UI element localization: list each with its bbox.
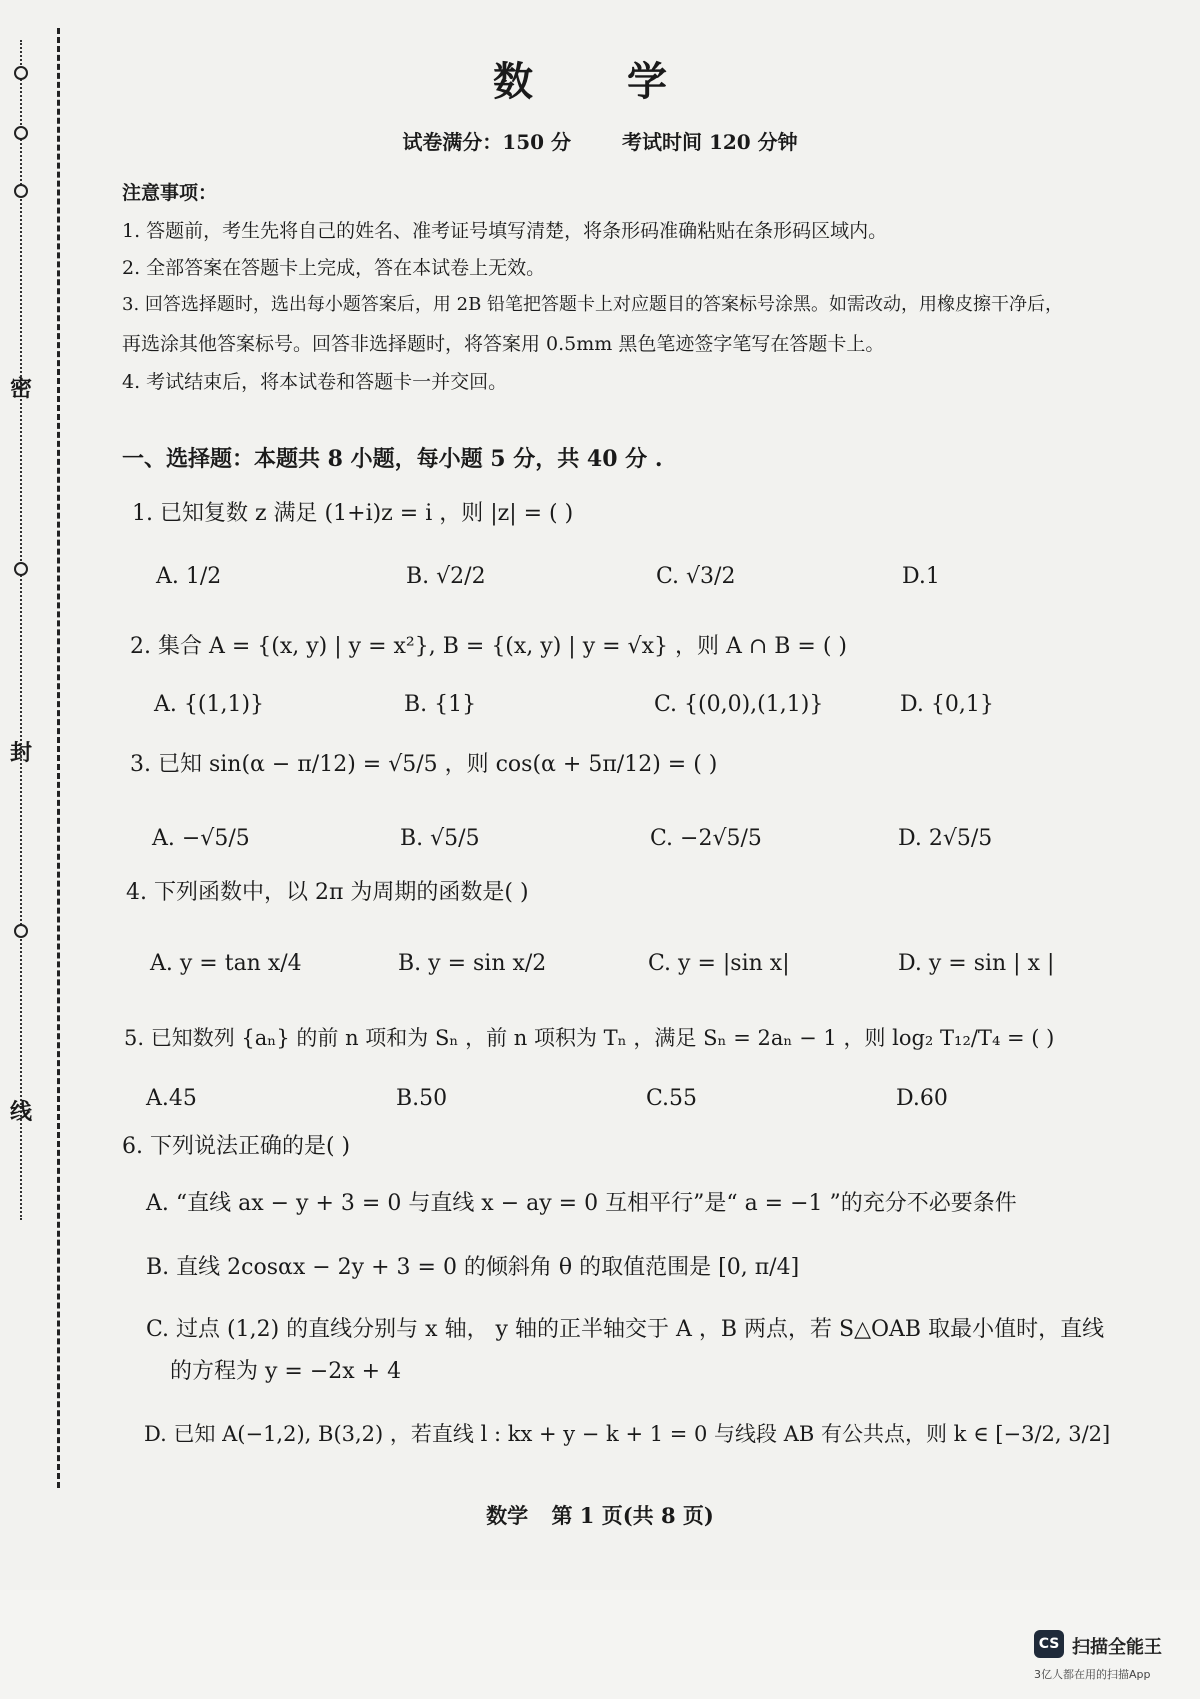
binding-ring-icon [14, 184, 28, 198]
note-item: 2. 全部答案在答题卡上完成，答在本试卷上无效。 [122, 257, 546, 279]
footer-page-number: 第 1 页(共 8 页) [551, 1503, 714, 1528]
q6-option-d: D. 已知 A(−1,2), B(3,2) ，若直线 l : kx + y − k + 1 = 0 与线段 AB 有公共点，则 k ∈ [−3/2, 3/2] [144, 1422, 1111, 1446]
cut-dashed-line [57, 28, 60, 1488]
exam-title: 数 学 [493, 58, 707, 105]
q1-option-a: A. 1/2 [156, 564, 222, 589]
q6-option-a: A. “直线 ax − y + 3 = 0 与直线 x − ay = 0 互相平行”是“ a = −1 ”的充分不必要条件 [146, 1191, 1017, 1216]
q1-option-c: C. √3/2 [656, 564, 736, 589]
page-footer [0, 1500, 1200, 1530]
seal-char-feng: 封 [10, 740, 33, 766]
camscanner-tagline: 3亿人都在用的扫描App [1034, 1668, 1151, 1681]
full-score: 试卷满分：150 分 [402, 130, 572, 154]
q5-option-c: C.55 [646, 1086, 698, 1111]
q1-option-d: D.1 [902, 564, 940, 589]
question-2: 2. 集合 A = {(x, y) | y = x²}, B = {(x, y) | y = √x} ，则 A ∩ B = ( ) [130, 634, 848, 659]
q5-option-d: D.60 [896, 1086, 948, 1111]
question-6: 6. 下列说法正确的是( ) [122, 1134, 351, 1159]
question-1: 1. 已知复数 z 满足 (1+i)z = i ，则 |z| = ( ) [132, 501, 574, 526]
camscanner-logo-icon: CS [1034, 1630, 1064, 1658]
note-item: 4. 考试结束后，将本试卷和答题卡一并交回。 [122, 371, 508, 393]
q3-option-c: C. −2√5/5 [650, 826, 762, 851]
q4-option-b: B. y = sin x/2 [398, 951, 547, 976]
question-5: 5. 已知数列 {aₙ} 的前 n 项和为 Sₙ ，前 n 项积为 Tₙ ，满足 Sₙ = 2aₙ − 1 ，则 log₂ T₁₂/T₄ = ( ) [124, 1026, 1055, 1050]
question-3: 3. 已知 sin(α − π/12) = √5/5 ，则 cos(α + 5π/12) = ( ) [130, 752, 718, 777]
q2-option-c: C. {(0,0),(1,1)} [654, 692, 824, 717]
question-4: 4. 下列函数中，以 2π 为周期的函数是( ) [126, 880, 529, 905]
seal-char-xian: 线 [10, 1099, 33, 1125]
q4-option-d: D. y = sin | x | [898, 951, 1055, 976]
q3-option-b: B. √5/5 [400, 826, 480, 851]
q6-option-c-cont: 的方程为 y = −2x + 4 [170, 1359, 402, 1384]
seal-char-mi: 密 [10, 376, 33, 402]
exam-time: 考试时间 120 分钟 [622, 130, 798, 154]
note-item: 再选涂其他答案标号。回答非选择题时，将答案用 0.5mm 黑色笔迹签字笔写在答题卡上。 [122, 333, 885, 355]
q6-option-b: B. 直线 2cosαx − 2y + 3 = 0 的倾斜角 θ 的取值范围是 [0, π/4] [146, 1255, 800, 1280]
q3-option-a: A. −√5/5 [152, 826, 250, 851]
binding-ring-icon [14, 924, 28, 938]
q2-option-a: A. {(1,1)} [154, 692, 265, 717]
footer-subject: 数学 [486, 1503, 529, 1528]
section-heading: 一、选择题：本题共 8 小题，每小题 5 分，共 40 分 . [122, 446, 663, 472]
notes-heading: 注意事项： [122, 182, 218, 204]
q5-option-a: A.45 [146, 1086, 197, 1111]
exam-info [0, 126, 1200, 155]
q2-option-d: D. {0,1} [900, 692, 994, 717]
note-item: 1. 答题前，考生先将自己的姓名、准考证号填写清楚，将条形码准确粘贴在条形码区域内。 [122, 220, 888, 242]
q5-option-b: B.50 [396, 1086, 448, 1111]
binding-dotted-line [20, 40, 24, 1220]
q3-option-d: D. 2√5/5 [898, 826, 993, 851]
q4-option-c: C. y = |sin x| [648, 951, 790, 976]
q1-option-b: B. √2/2 [406, 564, 486, 589]
q4-option-a: A. y = tan x/4 [150, 951, 302, 976]
q2-option-b: B. {1} [404, 692, 477, 717]
note-item: 3. 回答选择题时，选出每小题答案后，用 2B 铅笔把答题卡上对应题目的答案标号涂黑。如需改动，用橡皮擦干净后， [122, 294, 1064, 315]
q6-option-c: C. 过点 (1,2) 的直线分别与 x 轴， y 轴的正半轴交于 A ，B 两点，若 S△OAB 取最小值时，直线 [146, 1317, 1105, 1342]
binding-ring-icon [14, 562, 28, 576]
camscanner-name: 扫描全能王 [1072, 1637, 1162, 1658]
